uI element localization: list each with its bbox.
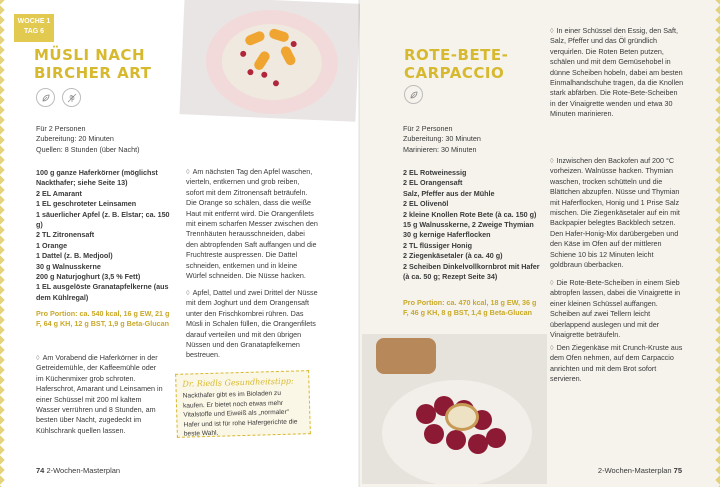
step-text: Die Rote-Bete-Scheiben in einem Sieb abtropfen lassen, dabei die Vinaigrette in einer kleinen Schüssel auffangen. Scheiben auf zwei Tellern leicht überlappend auslegen und mit der Vinaigrette beträufeln. <box>550 278 681 340</box>
ingredient: 2 TL Zitronensaft <box>36 230 95 240</box>
nutrition-info: Pro Portion: ca. 540 kcal, 16 g EW, 21 g F, 64 g KH, 12 g BST, 1,9 g Beta-Glucan <box>36 309 170 329</box>
day-label: TAG 6 <box>23 28 45 35</box>
health-tip-box <box>175 370 311 438</box>
ingredient: 1 säuerlicher Apfel (z. B. Elstar; ca. 150 g) <box>36 209 170 230</box>
decorative-border <box>710 0 720 487</box>
ingredient: 1 Orange <box>36 240 68 250</box>
running-head: 2-Wochen-Masterplan <box>597 466 672 475</box>
step-text: Am nächsten Tag den Apfel waschen, vierteln, entkernen und grob reiben, sofort mit dem Zitronensaft beträufeln. Die Orange so schälen, dass die weiße Haut mit entfernt wird. Die Orangenfilets mit einem scharfen Messer zwischen den Trennhäuten herausschneiden, dabei den abtropfenden Saft auffangen und die Fruchtreste auspressen. Die Dattel schneiden, entkernen und in kleine Würfel schneiden. Die Nüsse hacken. <box>186 167 318 281</box>
ingredient: 2 TL flüssiger Honig <box>403 240 472 250</box>
prep-time: Zubereitung: 20 Minuten <box>36 134 114 144</box>
step-3 <box>186 288 318 361</box>
page-footer <box>36 466 120 475</box>
week-label: WOCHE 1 <box>17 18 51 25</box>
step-text: Den Ziegenkäse mit Crunch-Kruste aus dem Ofen nehmen, auf dem Carpaccio anrichten und mit dem Brot sofort servieren. <box>550 343 683 384</box>
step-bullet-icon: ◊ <box>186 167 190 176</box>
step-text: In einer Schüssel den Essig, den Saft, Salz, Pfeffer und das Öl gründlich verquirlen. Die Roten Beten putzen, schälen und mit dem Gemüsehobel in dünne Scheiben hobeln, dabei am besten Einmalhandschuhe tragen, da die Knollen stark abfärben. Die Rote-Bete-Scheiben in der Vinaigrette wenden und etwa 30 Minuten marinieren. <box>550 26 684 119</box>
ingredient: 2 Scheiben Dinkelvollkornbrot mit Hafer (à ca. 50 g; Rezept Seite 34) <box>403 261 540 282</box>
page-number: 75 <box>673 466 682 475</box>
muesli-photo <box>180 0 361 122</box>
ingredient: 2 kleine Knollen Rote Bete (à ca. 150 g) <box>403 209 537 219</box>
ingredient: 1 EL ausgelöste Granatapfelkerne (aus dem Kühlregal) <box>36 282 169 302</box>
recipe-meta <box>403 124 543 155</box>
step-text: Am Vorabend die Haferkörner in der Getreidemühle, der Kaffeemühle oder im Küchenmixer grob schroten. Haferschrot, Amarant und Leinsamen in einer Schüssel mit 200 ml kaltem Wasser verrühren und 8 Stunden, am besten über Nacht, zugedeckt im Kühlschrank quellen lassen. <box>36 353 163 435</box>
step-text: Inzwischen den Backofen auf 200 °C vorheizen. Walnüsse hacken. Thymian waschen, trocken schütteln und die Blättchen abzupfen. Nüsse und Thymian mit Haferflocken, Honig und 1 Prise Salz mischen. Die Ziegenkäsetaler auf ein mit Backpapier belegtes Backblech setzen. Den Hafer-Honig-Mix darübergeben und den Käse im Ofen auf der mittleren Schiene 10 bis 12 Minuten leicht goldbraun überbacken. <box>550 156 680 270</box>
recipe-title <box>404 46 508 82</box>
decorative-border <box>0 0 10 487</box>
diet-icons <box>404 85 423 104</box>
title-line: ROTE-BETE- <box>404 46 509 64</box>
step-3 <box>550 278 684 340</box>
bread-slice <box>376 338 436 374</box>
ingredient: 2 EL Rotweinessig <box>403 168 467 177</box>
ingredient: 30 g Walnusskerne <box>36 261 101 271</box>
page-number: 74 <box>36 466 45 475</box>
ingredient: 1 Dattel (z. B. Medjool) <box>36 251 113 261</box>
week-tag <box>14 14 54 42</box>
title-line: CARPACCIO <box>404 64 505 82</box>
step-bullet-icon: ◊ <box>550 278 554 287</box>
step-1 <box>36 353 164 436</box>
title-line: MÜSLI NACH <box>34 46 145 64</box>
step-1 <box>550 26 684 120</box>
ingredient: 2 EL Olivenöl <box>403 199 449 209</box>
step-bullet-icon: ◊ <box>550 26 554 35</box>
goat-cheese <box>448 406 476 428</box>
step-text: Apfel, Dattel und zwei Drittel der Nüsse mit dem Joghurt und dem Orangensaft unter den Frischkornbrei rühren. Das Müsli in Schalen füllen, die Orangenfilets darauf verteilen und mit den übrigen Nüssen und den Granatapfelkernen bestreuen. <box>186 288 318 360</box>
carpaccio-photo <box>362 334 547 484</box>
step-bullet-icon: ◊ <box>186 288 190 297</box>
beet-slice <box>468 434 488 454</box>
nutrition-info: Pro Portion: ca. 470 kcal, 18 g EW, 36 g F, 46 g KH, 8 g BST, 1,4 g Beta-Glucan <box>403 298 537 318</box>
ingredient: Salz, Pfeffer aus der Mühle <box>403 188 495 198</box>
ingredient: 2 EL Amarant <box>36 188 82 198</box>
page-footer <box>598 466 682 475</box>
ingredient: 200 g Naturjoghurt (3,5 % Fett) <box>36 272 141 282</box>
step-2 <box>550 156 684 270</box>
ingredient: 2 EL Orangensaft <box>403 178 463 188</box>
ingredient-list <box>36 168 174 303</box>
ingredient: 2 Ziegenkäsetaler (à ca. 40 g) <box>403 251 503 261</box>
step-2 <box>186 167 318 281</box>
title-line: BIRCHER ART <box>34 64 152 82</box>
step-bullet-icon: ◊ <box>550 343 554 352</box>
beet-slice <box>446 430 466 450</box>
step-4 <box>550 343 684 385</box>
leaf-icon <box>36 88 55 107</box>
step-bullet-icon: ◊ <box>36 353 40 362</box>
diet-icons <box>36 88 81 107</box>
beet-slice <box>486 428 506 448</box>
recipe-title <box>34 46 151 82</box>
tip-title: Dr. Riedls Gesundheitstipp: <box>182 376 294 389</box>
ingredient: 30 g kernige Haferflocken <box>403 230 491 240</box>
prep-time: Zubereitung: 30 Minuten <box>403 134 481 144</box>
servings: Für 2 Personen <box>36 124 86 133</box>
ingredient-list <box>403 168 541 282</box>
no-wheat-icon <box>62 88 81 107</box>
step-bullet-icon: ◊ <box>550 156 554 165</box>
servings: Für 2 Personen <box>403 124 453 133</box>
running-head: 2-Wochen-Masterplan <box>46 466 121 475</box>
beet-slice <box>416 404 436 424</box>
ingredient: 100 g ganze Haferkörner (möglichst Nackthafer; siehe Seite 13) <box>36 168 158 188</box>
ingredient: 15 g Walnusskerne, 2 Zweige Thymian <box>403 220 534 230</box>
marinate-time: Marinieren: 30 Minuten <box>403 144 477 154</box>
ingredient: 1 EL geschroteter Leinsamen <box>36 199 137 209</box>
leaf-icon <box>404 85 423 104</box>
beet-slice <box>424 424 444 444</box>
tip-text: Nackthafer gibt es im Bioladen zu kaufen. Er bietet noch etwas mehr Vitalstoffe und Eiweiß als „normaler“ Hafer und ist für rohe Hafergerichte die beste Wahl. <box>182 389 298 438</box>
recipe-meta <box>36 124 176 155</box>
soak-time: Quellen: 8 Stunden (über Nacht) <box>36 144 140 154</box>
